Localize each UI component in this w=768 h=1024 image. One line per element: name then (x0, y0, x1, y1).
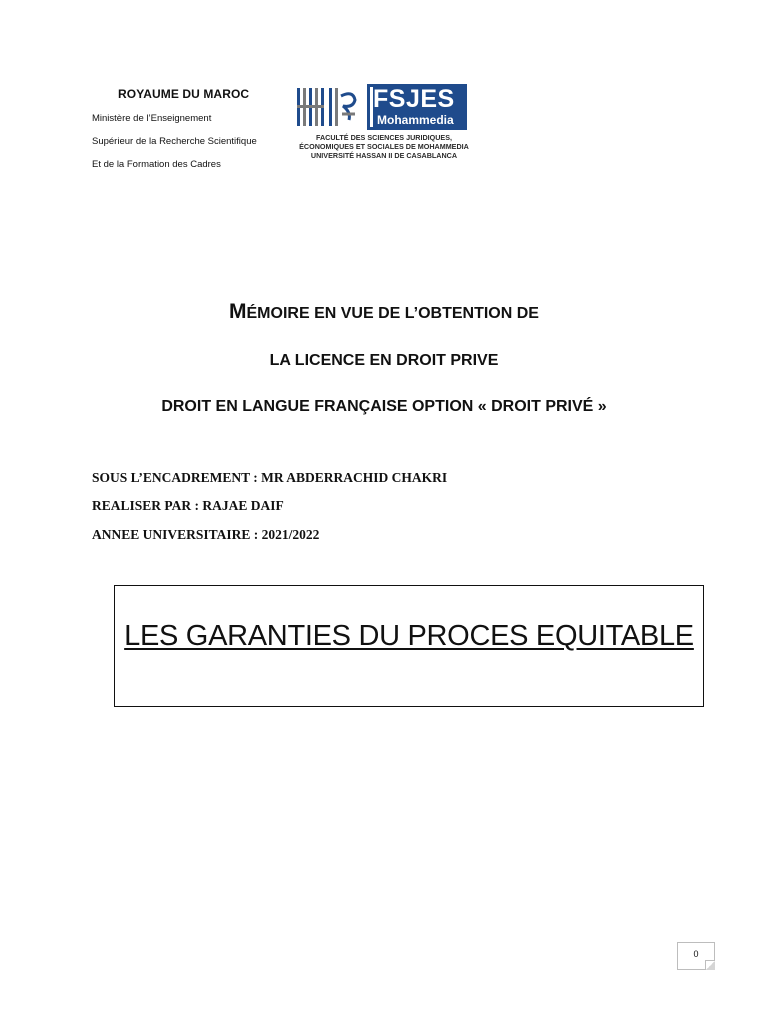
memoire-heading-rest: ÉMOIRE EN VUE DE L’OBTENTION DE (246, 305, 539, 322)
memoire-heading-initial: M (229, 300, 247, 323)
ministry-line-3: Et de la Formation des Cadres (92, 159, 221, 170)
supervisor-line: SOUS L’ENCADREMENT : MR ABDERRACHID CHAKRI (92, 470, 448, 485)
fsjes-badge (367, 84, 467, 130)
option-line: DROIT EN LANGUE FRANÇAISE OPTION « DROIT PRIVÉ » (161, 398, 607, 415)
author-line: REALISER PAR : RAJAE DAIF (92, 498, 284, 513)
logo-caption (295, 133, 473, 160)
page-number-box (677, 942, 715, 970)
memoire-heading (0, 300, 768, 324)
ministry-line-1: Ministère de l’Enseignement (92, 113, 212, 124)
logo-caption-line-2: ÉCONOMIQUES ET SOCIALES DE MOHAMMEDIA (299, 142, 469, 151)
page-number: 0 (693, 949, 699, 959)
page-fold-icon (705, 960, 715, 970)
thesis-title: LES GARANTIES DU PROCES EQUITABLE (124, 620, 694, 652)
logo-caption-line-1: FACULTÉ DES SCIENCES JURIDIQUES, (315, 133, 453, 142)
ministry-line-2: Supérieur de la Recherche Scientifique (92, 136, 257, 147)
logo-caption-line-3: UNIVERSITÉ HASSAN II DE CASABLANCA (310, 151, 458, 160)
fsjes-city: Mohammedia (377, 113, 454, 127)
academic-year-line: ANNEE UNIVERSITAIRE : 2021/2022 (92, 527, 320, 542)
title-box (114, 585, 704, 707)
fsjes-wordmark: FSJES (373, 85, 455, 113)
university-logo (295, 84, 475, 166)
kingdom-heading: ROYAUME DU MAROC (118, 87, 250, 101)
degree-line: LA LICENCE EN DROIT PRIVE (269, 352, 499, 369)
uh2c-emblem-icon (295, 84, 359, 130)
